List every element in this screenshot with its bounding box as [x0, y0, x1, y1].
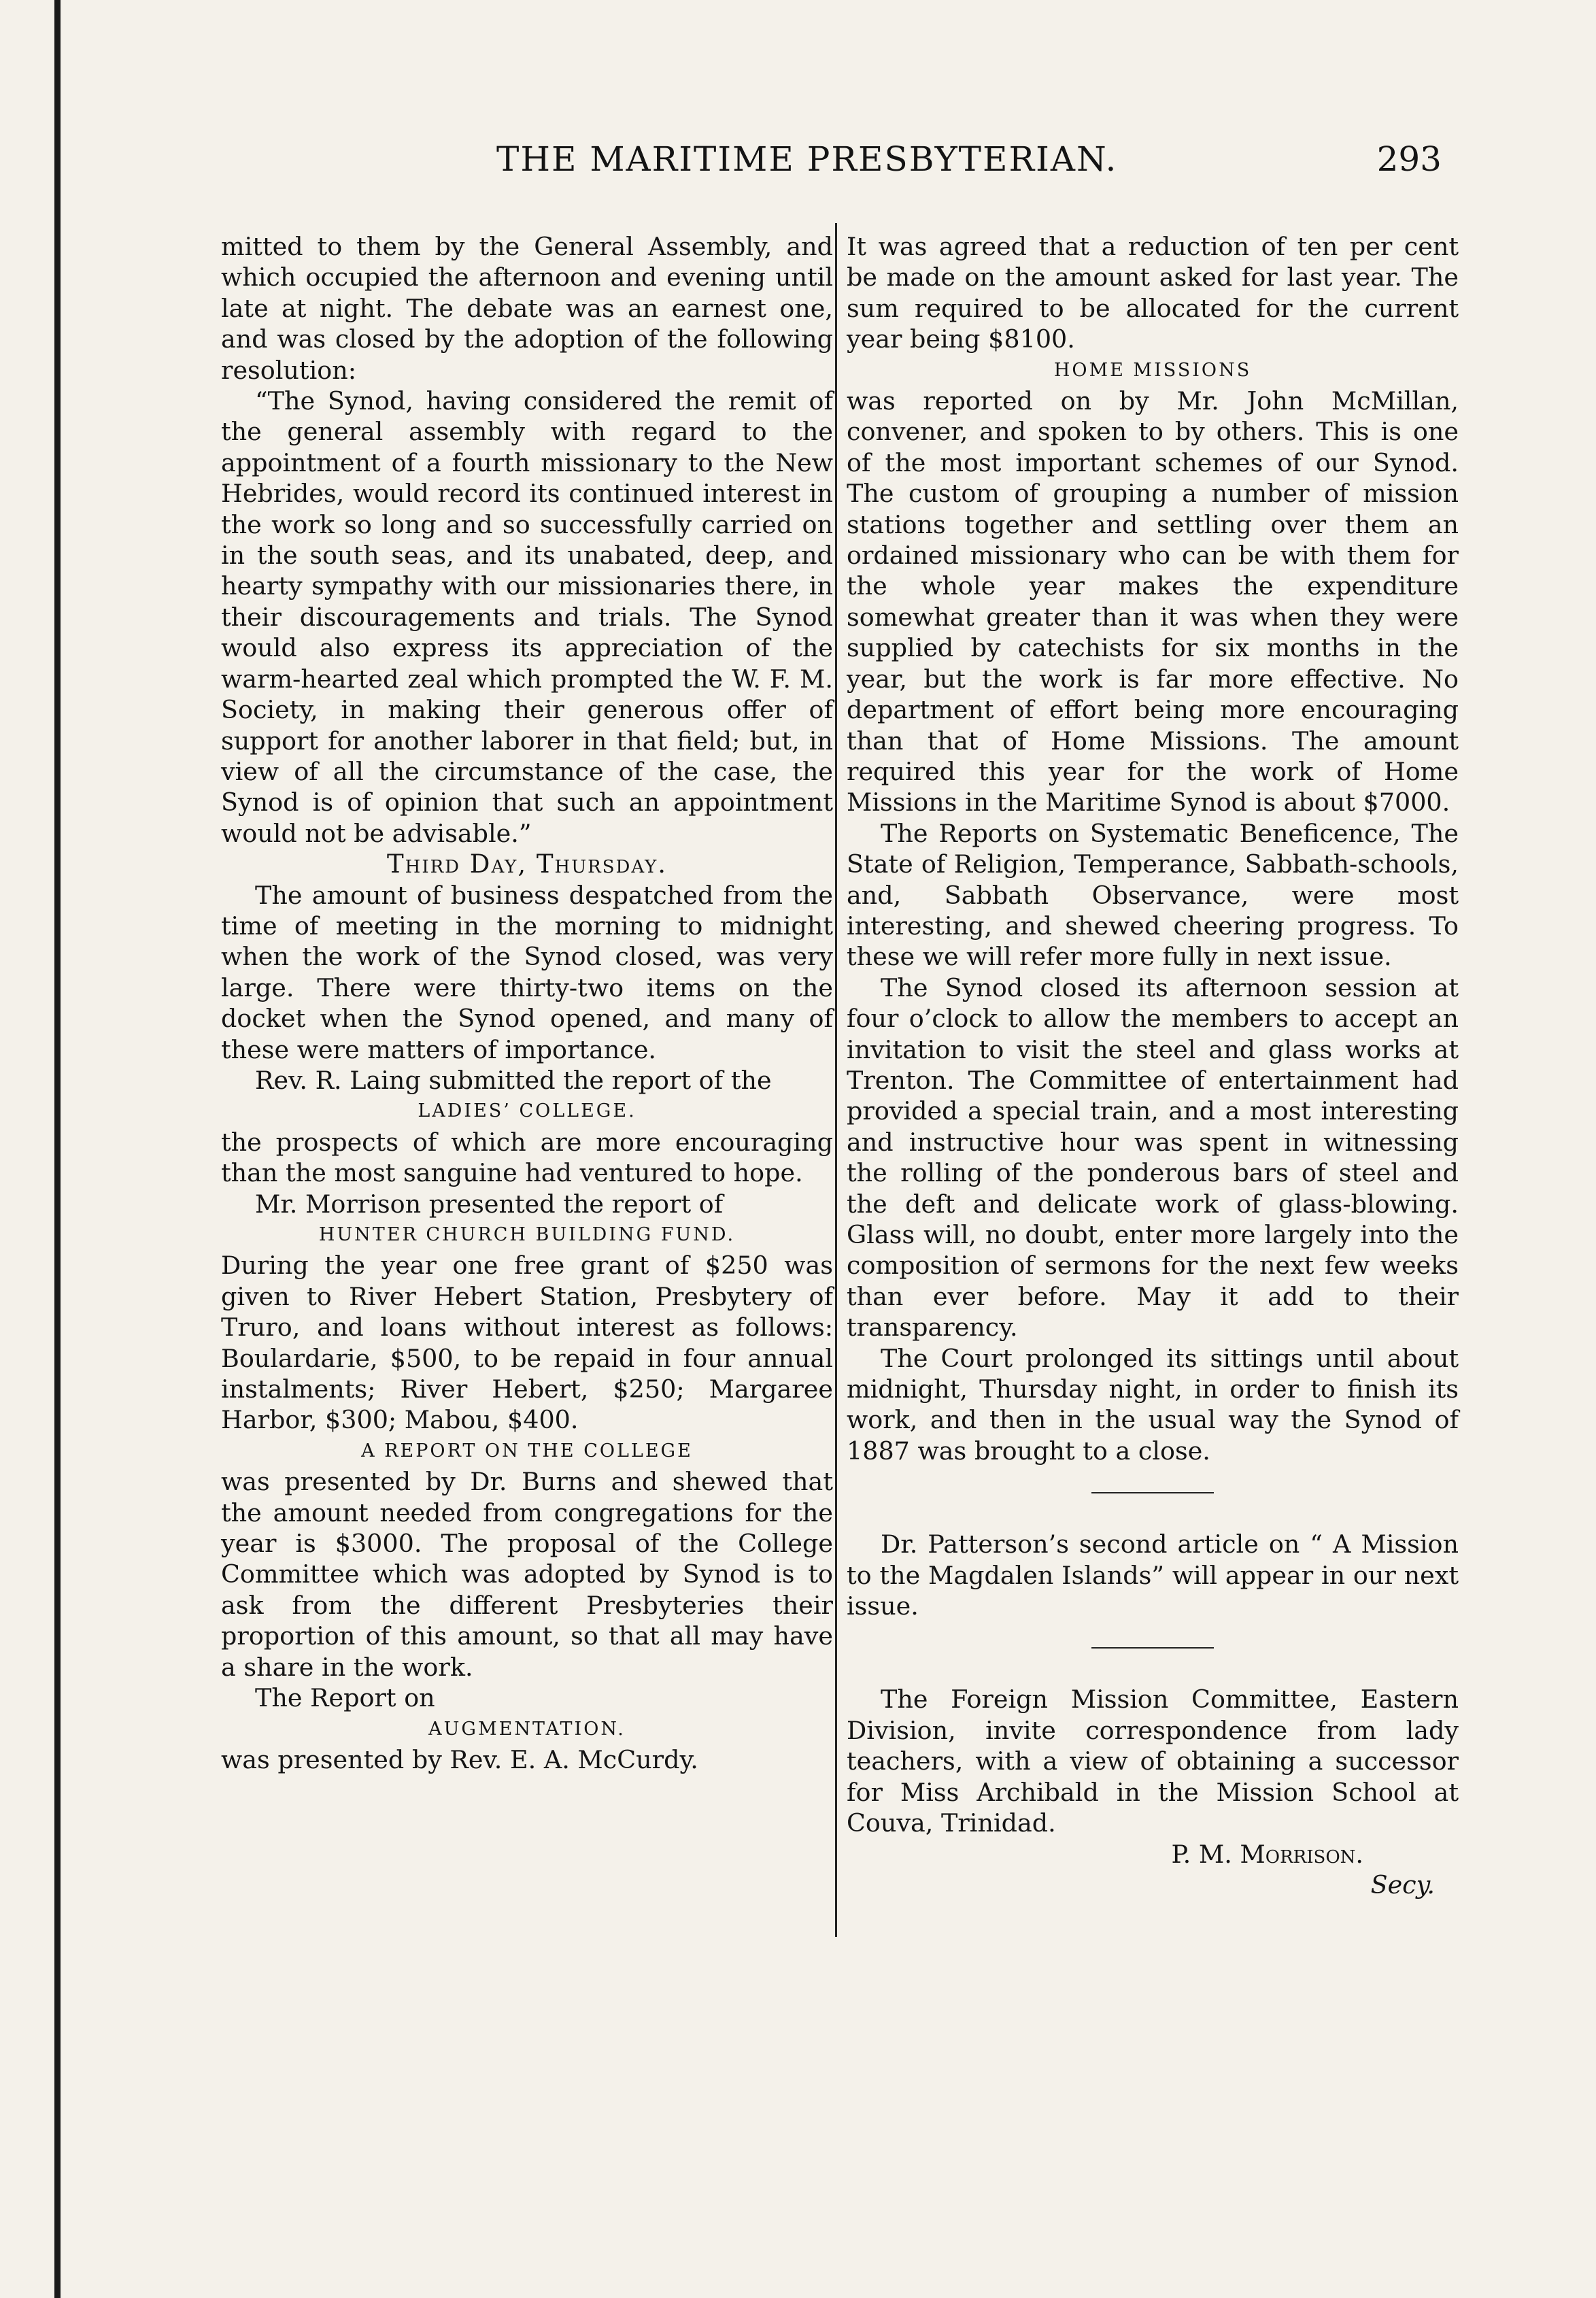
section-heading-ladies-college: LADIES’ COLLEGE.: [418, 1100, 636, 1122]
column-divider: [835, 223, 837, 1937]
paragraph: The Report on: [255, 1683, 435, 1713]
section-heading-hunter-fund: HUNTER CHURCH BUILDING FUND.: [318, 1224, 736, 1245]
paragraph: The Court prolonged its sittings until about midnight, Thursday night, in order to finish its work, and then in the usual way the Synod of 1887 was brought to a close.: [847, 1343, 1459, 1466]
paragraph: Mr. Morrison presented the report of: [255, 1189, 724, 1219]
paragraph: the prospects of which are more encouraging than the most sanguine had ventured to hope.: [221, 1127, 833, 1188]
section-heading-college-report: A REPORT ON THE COLLEGE: [361, 1440, 693, 1461]
signature-title: Secy.: [1370, 1870, 1435, 1899]
separator-rule: [1091, 1647, 1214, 1649]
paragraph: was reported on by Mr. John McMillan, convener, and spoken to by others. This is one of the most important schemes of our Synod. The custom of grouping a number of mission stations together and settling over them an ordained missionary who can be with them for the whole year makes the expenditure somewhat greater than it was when they were supplied by catechists for six months in the year, but the work is far more effective. No department of effort being more encouraging than that of Home Missions. The amount required this year for the work of Home Missions in the Maritime Synod is about $7000.: [847, 386, 1459, 817]
page-number: 293: [1376, 139, 1442, 179]
right-column: [847, 231, 1459, 1900]
signature-text: P. M. Morrison.: [1171, 1839, 1363, 1869]
paragraph: The amount of business despatched from the time of meeting in the morning to midnight when the work of the Synod closed, was very large. There were thirty-two items on the docket when the Synod opened, and many of these were matters of importance.: [221, 880, 833, 1064]
paragraph: The Reports on Systematic Beneficence, The State of Religion, Temperance, Sabbath-schools, and, Sabbath Observance, were most interesting, and shewed cheering progress. To these we will refer more fully in next issue.: [847, 818, 1459, 972]
section-heading-third-day: Third Day, Thursday.: [386, 849, 668, 879]
notice-patterson: Dr. Patterson’s second article on “ A Mission to the Magdalen Islands” will appear in our next issue.: [847, 1530, 1459, 1621]
separator-rule: [1091, 1492, 1214, 1493]
paragraph: was presented by Rev. E. A. McCurdy.: [221, 1744, 698, 1774]
section-heading-augmentation: AUGMENTATION.: [428, 1718, 626, 1740]
paragraph: Rev. R. Laing submitted the report of the: [255, 1065, 772, 1095]
paragraph: was presented by Dr. Burns and shewed that the amount needed from congregations for the year is $3000. The proposal of the College Committee which was adopted by Synod is to ask from the different Presbyteries their proportion of this amount, so that all may have a share in the work.: [221, 1467, 833, 1682]
binding-edge: [54, 0, 61, 2298]
paragraph: During the year one free grant of $250 was given to River Hebert Station, Presbytery of Truro, and loans without interest as follows: Boulardarie, $500, to be repaid in four annual instalments; River Hebert, $250; Margaree Harbor, $300; Mabou, $400.: [221, 1251, 833, 1435]
paragraph: The Synod closed its afternoon session at four o’clock to allow the members to accept an invitation to visit the steel and glass works at Trenton. The Committee of entertainment had provided a special train, and a most interesting and instructive hour was spent in witnessing the rolling of the ponderous bars of steel and the deft and delicate work of glass-blowing. Glass will, no doubt, enter more largely into the composition of sermons for the next few weeks than ever before. May it add to their transparency.: [847, 973, 1459, 1342]
signature-name: [847, 1839, 1459, 1870]
page-header: [204, 139, 1442, 194]
paragraph: mitted to them by the General Assembly, and which occupied the afternoon and evening until late at night. The debate was an earnest one, and was closed by the adoption of the following resolution:: [221, 232, 833, 385]
section-heading-home-missions: HOME MISSIONS: [1053, 359, 1252, 381]
paragraph: It was agreed that a reduction of ten per cent be made on the amount asked for last year. The sum required to be allocated for the current year being $8100.: [847, 232, 1459, 354]
notice-foreign-mission: The Foreign Mission Committee, Eastern Division, invite correspondence from lady teachers, with a view of obtaining a successor for Miss Archibald in the Mission School at Couva, Trinidad.: [847, 1685, 1459, 1838]
page-title: THE MARITIME PRESBYTERIAN.: [496, 139, 1118, 179]
resolution-quote: “The Synod, having considered the remit of the general assembly with regard to the appointment of a fourth missionary to the New Hebrides, would record its continued interest in the work so long and so successfully carried on in the south seas, and its unabated, deep, and hearty sympathy with our missionaries there, in their discouragements and trials. The Synod would also express its appreciation of the warm-hearted zeal which prompted the W. F. M. Society, in making their generous offer of support for another laborer in that field; but, in view of all the circumstance of the case, the Synod is of opinion that such an appointment would not be advisable.”: [221, 386, 833, 848]
left-column: [221, 231, 833, 1775]
